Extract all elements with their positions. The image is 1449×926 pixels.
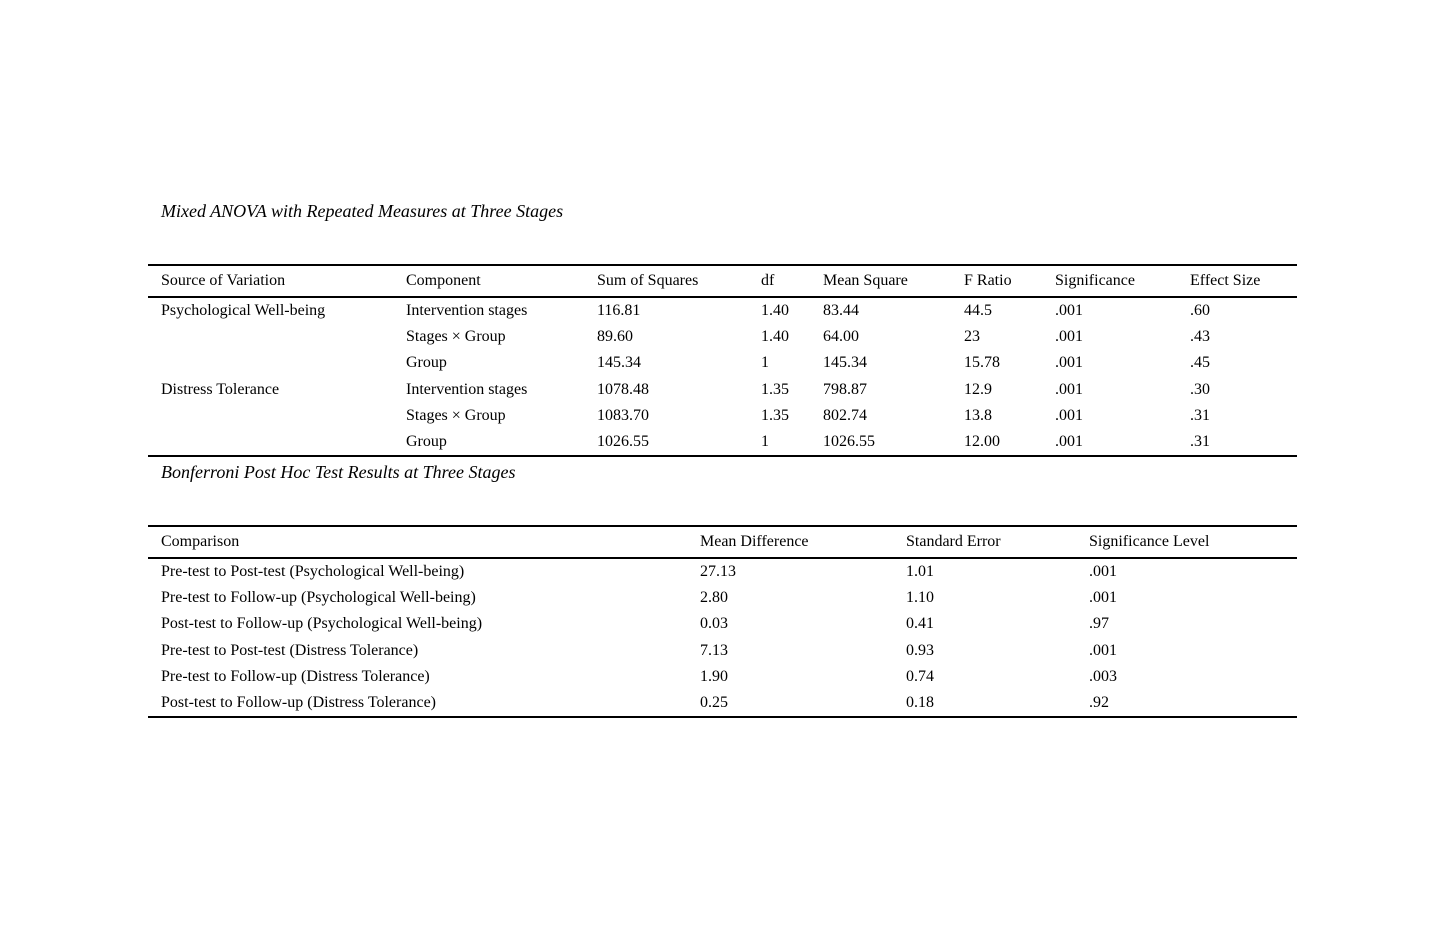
cell-f-ratio: 15.78 xyxy=(964,354,1000,372)
cell-mean-difference: 0.03 xyxy=(700,615,728,633)
column-header-component: Component xyxy=(406,265,597,297)
cell-significance-level: .97 xyxy=(1089,615,1109,633)
cell-mean-square: 145.34 xyxy=(823,354,867,372)
cell-component: Intervention stages xyxy=(406,380,528,398)
column-header-significance: Significance xyxy=(1055,265,1190,297)
cell-significance-level: .001 xyxy=(1089,589,1117,607)
table-row xyxy=(148,611,1297,637)
cell-significance-level: .001 xyxy=(1089,563,1117,581)
cell-source: Distress Tolerance xyxy=(161,380,280,398)
table-row xyxy=(148,350,1297,376)
cell-source: Psychological Well-being xyxy=(161,302,326,320)
table-row xyxy=(148,429,1297,456)
table-row xyxy=(148,297,1297,324)
cell-mean-difference: 27.13 xyxy=(700,563,736,581)
cell-comparison: Post-test to Follow-up (Distress Tolerance) xyxy=(148,690,700,717)
table-row xyxy=(148,638,1297,664)
cell-f-ratio: 23 xyxy=(964,328,980,346)
posthoc-table-title: Bonferroni Post Hoc Test Results at Three Stages xyxy=(161,462,516,482)
column-header-df: df xyxy=(761,265,823,297)
column-header-source-of-variation: Source of Variation xyxy=(148,265,406,297)
cell-significance: .001 xyxy=(1055,406,1083,424)
cell-significance: .001 xyxy=(1055,328,1083,346)
cell-df: 1 xyxy=(761,354,769,372)
cell-significance-level: .003 xyxy=(1089,667,1117,685)
cell-effect-size: .60 xyxy=(1190,302,1210,320)
cell-mean-difference: 7.13 xyxy=(700,641,728,659)
table-row xyxy=(148,324,1297,350)
column-header-comparison: Comparison xyxy=(148,526,700,558)
cell-effect-size: .45 xyxy=(1190,354,1210,372)
cell-sum-of-squares: 1078.48 xyxy=(597,380,649,398)
column-header-effect-size: Effect Size xyxy=(1190,265,1297,297)
table-row xyxy=(148,585,1297,611)
table-row xyxy=(148,377,1297,403)
posthoc-header-row xyxy=(148,526,1297,558)
cell-source xyxy=(148,429,406,456)
cell-f-ratio: 44.5 xyxy=(964,302,992,320)
cell-sum-of-squares: 116.81 xyxy=(597,302,641,320)
posthoc-table xyxy=(148,525,1297,718)
cell-effect-size: .30 xyxy=(1190,380,1210,398)
cell-component: Group xyxy=(406,429,597,456)
cell-f-ratio: 12.00 xyxy=(964,429,1055,456)
cell-df: 1 xyxy=(761,429,823,456)
cell-component: Intervention stages xyxy=(406,302,528,320)
cell-sum-of-squares: 1026.55 xyxy=(597,429,761,456)
cell-comparison: Pre-test to Post-test (Psychological Well-being) xyxy=(161,563,465,581)
cell-df: 1.35 xyxy=(761,380,789,398)
cell-standard-error: 1.10 xyxy=(906,589,934,607)
cell-effect-size: .31 xyxy=(1190,406,1210,424)
cell-sum-of-squares: 1083.70 xyxy=(597,406,649,424)
cell-component: Stages × Group xyxy=(406,406,506,424)
anova-table xyxy=(148,264,1297,457)
cell-comparison: Pre-test to Follow-up (Psychological Well-being) xyxy=(161,589,476,607)
cell-effect-size: .31 xyxy=(1190,429,1297,456)
cell-source xyxy=(148,350,406,376)
cell-f-ratio: 12.9 xyxy=(964,380,992,398)
cell-standard-error: 0.74 xyxy=(906,667,934,685)
cell-mean-square: 1026.55 xyxy=(823,429,964,456)
table-row xyxy=(148,690,1297,717)
cell-mean-square: 802.74 xyxy=(823,406,867,424)
cell-sum-of-squares: 89.60 xyxy=(597,328,633,346)
column-header-standard-error: Standard Error xyxy=(906,526,1089,558)
cell-mean-square: 798.87 xyxy=(823,380,867,398)
cell-df: 1.40 xyxy=(761,328,789,346)
column-header-sum-of-squares: Sum of Squares xyxy=(597,265,761,297)
column-header-significance-level: Significance Level xyxy=(1089,526,1297,558)
cell-standard-error: 0.93 xyxy=(906,641,934,659)
cell-component: Stages × Group xyxy=(406,328,506,346)
cell-df: 1.35 xyxy=(761,406,789,424)
cell-standard-error: 1.01 xyxy=(906,563,934,581)
table-row xyxy=(148,664,1297,690)
cell-comparison: Post-test to Follow-up (Psychological Well-being) xyxy=(161,615,483,633)
column-header-mean-square: Mean Square xyxy=(823,265,964,297)
cell-significance-level: .92 xyxy=(1089,690,1297,717)
anova-table-title: Mixed ANOVA with Repeated Measures at Three Stages xyxy=(161,201,564,221)
cell-comparison: Pre-test to Post-test (Distress Tolerance) xyxy=(161,641,419,659)
cell-significance: .001 xyxy=(1055,302,1083,320)
cell-mean-square: 83.44 xyxy=(823,302,859,320)
cell-significance: .001 xyxy=(1055,354,1083,372)
cell-mean-difference: 1.90 xyxy=(700,667,728,685)
cell-sum-of-squares: 145.34 xyxy=(597,354,641,372)
column-header-mean-difference: Mean Difference xyxy=(700,526,906,558)
cell-significance: .001 xyxy=(1055,429,1190,456)
cell-standard-error: 0.41 xyxy=(906,615,934,633)
table-row xyxy=(148,558,1297,585)
column-header-f-ratio: F Ratio xyxy=(964,265,1055,297)
cell-component: Group xyxy=(406,354,447,372)
anova-header-row xyxy=(148,265,1297,297)
cell-f-ratio: 13.8 xyxy=(964,406,992,424)
table-row xyxy=(148,403,1297,429)
cell-comparison: Pre-test to Follow-up (Distress Tolerance) xyxy=(161,667,430,685)
cell-standard-error: 0.18 xyxy=(906,690,1089,717)
cell-significance: .001 xyxy=(1055,380,1083,398)
cell-mean-difference: 2.80 xyxy=(700,589,728,607)
cell-significance-level: .001 xyxy=(1089,641,1117,659)
cell-source xyxy=(148,403,406,429)
cell-effect-size: .43 xyxy=(1190,328,1210,346)
cell-mean-difference: 0.25 xyxy=(700,690,906,717)
cell-source xyxy=(148,324,406,350)
cell-df: 1.40 xyxy=(761,302,789,320)
cell-mean-square: 64.00 xyxy=(823,328,859,346)
